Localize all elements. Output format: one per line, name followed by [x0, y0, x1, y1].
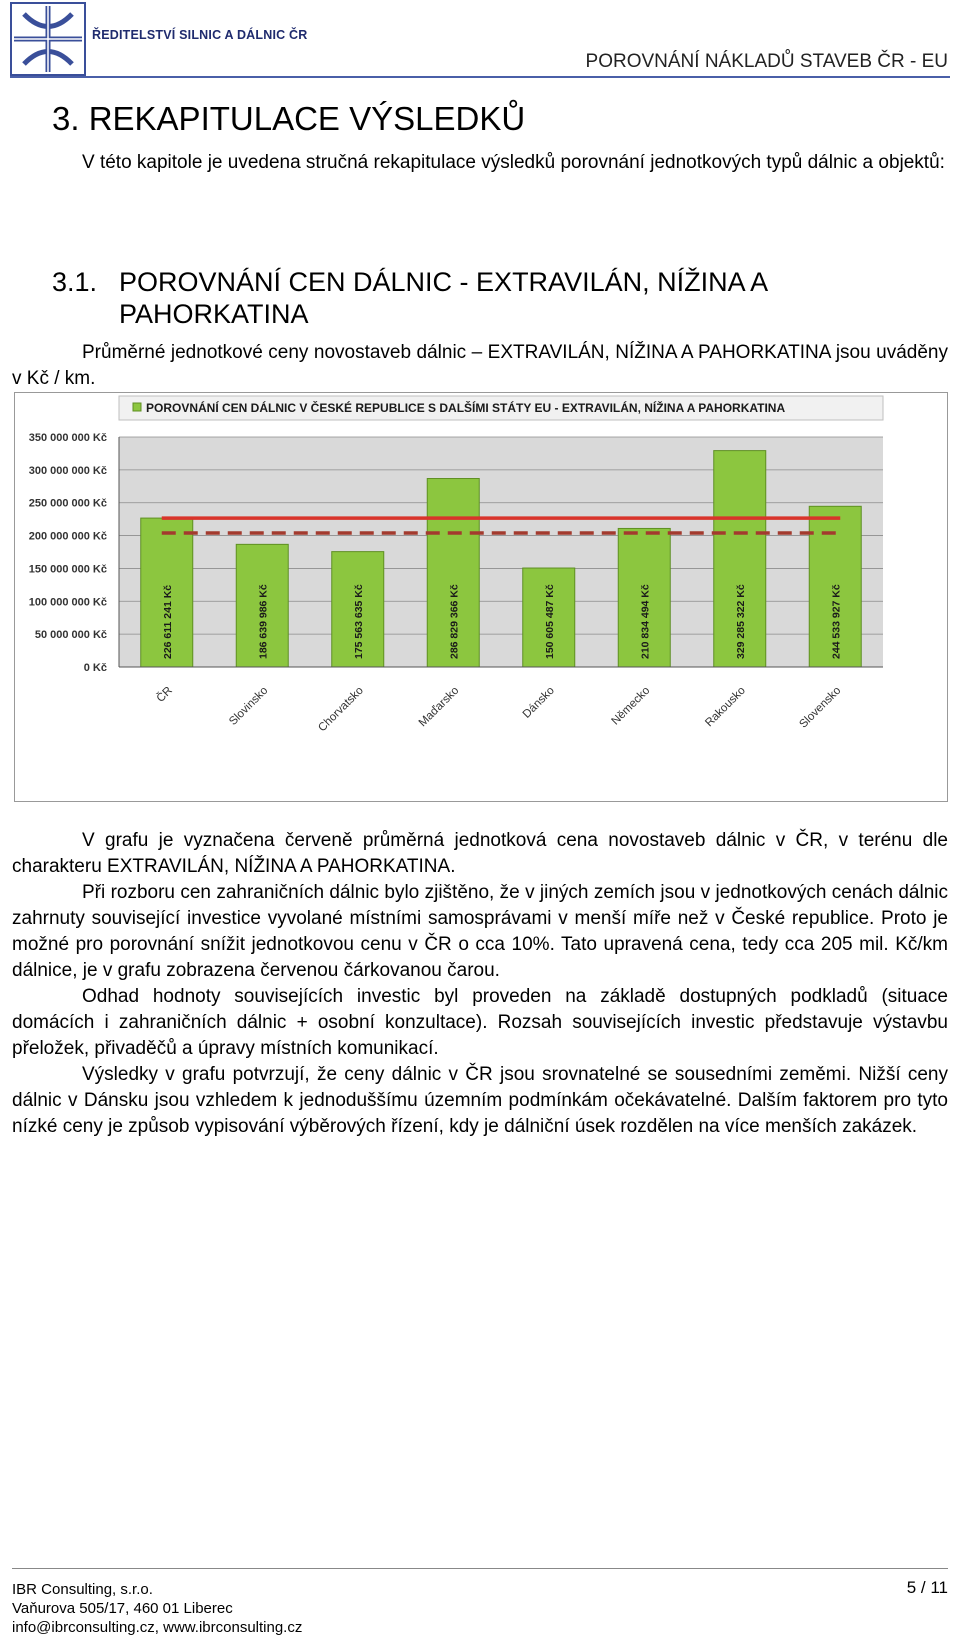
- body-paragraph: Odhad hodnoty souvisejících investic byl proveden na základě dostupných podkladů (situace domácích i zahraničních dálnic + osobní konzultace). Rozsah souvisejících investic představuje výstavbu přeložek, přivaděčů a úpravy místních komunikací.: [12, 986, 948, 1059]
- x-tick-label: Maďarsko: [416, 684, 462, 730]
- x-tick-label: ČR: [154, 684, 175, 705]
- company-address: Vaňurova 505/17, 460 01 Liberec: [12, 1600, 233, 1617]
- organization-name: ŘEDITELSTVÍ SILNIC A DÁLNIC ČR: [92, 28, 308, 42]
- subsection-title: [52, 265, 942, 299]
- chart-title: POROVNÁNÍ CEN DÁLNIC V ČESKÉ REPUBLICE S DALŠÍMI STÁTY EU - EXTRAVILÁN, NÍŽINA A PAHORKATINA: [146, 401, 786, 415]
- legend-swatch-icon: [133, 403, 141, 411]
- x-tick-label: Chorvatsko: [316, 684, 366, 735]
- section-title: 3. REKAPITULACE VÝSLEDKŮ: [52, 100, 526, 137]
- subsection-intro: Průměrné jednotkové ceny novostaveb dálnic – EXTRAVILÁN, NÍŽINA A PAHORKATINA jsou uváděny v Kč / km.: [12, 342, 948, 389]
- bar-value-label: 150 605 487 Kč: [543, 584, 556, 659]
- subsection-title-line1: POROVNÁNÍ CEN DÁLNIC - EXTRAVILÁN, NÍŽINA A: [119, 267, 769, 297]
- header-divider: [10, 76, 950, 78]
- x-tick-label: Dánsko: [520, 684, 557, 721]
- body-paragraph: V grafu je vyznačena červeně průměrná jednotková cena novostaveb dálnic v ČR, v terénu dle charakteru EXTRAVILÁN, NÍŽINA A PAHORKATINA.: [12, 830, 948, 877]
- bar-value-label: 175 563 635 Kč: [352, 584, 365, 659]
- y-tick-label: 100 000 000 Kč: [28, 596, 107, 609]
- body-paragraph: Výsledky v grafu potvrzují, že ceny dálnic v ČR jsou srovnatelné se sousedními zeměmi. Nižší ceny dálnic v Dánsku jsou vzhledem k jednoduššímu územním podmínkám očekávatelné. Dalším faktorem pro tyto nízké ceny je způsob vypisování výběrových řízení, kdy je dálniční úsek rozdělen na více menších zakázek.: [12, 1064, 948, 1137]
- y-tick-label: 250 000 000 Kč: [28, 497, 107, 510]
- x-tick-label: Slovensko: [797, 684, 844, 731]
- bar-value-label: 244 533 927 Kč: [830, 584, 843, 659]
- bar-value-label: 329 285 322 Kč: [734, 584, 747, 659]
- page-footer: [12, 1568, 948, 1636]
- bar-value-label: 210 834 494 Kč: [639, 584, 652, 659]
- company-contact: info@ibrconsulting.cz, www.ibrconsulting.cz: [12, 1619, 303, 1636]
- x-tick-label: Rakousko: [703, 684, 748, 730]
- subsection-title-line2: PAHORKATINA: [119, 299, 309, 329]
- bar-value-label: 286 829 366 Kč: [448, 584, 461, 659]
- body-paragraph: Při rozboru cen zahraničních dálnic bylo zjištěno, že v jiných zemích jsou v jednotkových cenách dálnic zahrnuty související investice vyvolané místními samosprávami v menší míře než v České republice. Proto je možné pro porovnání snížit jednotkovou cenu v ČR o cca 10%. Tato upravená cena, tedy cca 205 mil. Kč/km dálnice, je v grafu zobrazena červenou čárkovanou čarou.: [12, 882, 948, 981]
- x-tick-label: Německo: [609, 684, 653, 728]
- bar-value-label: 226 611 241 Kč: [161, 584, 174, 659]
- chart-svg: [15, 393, 947, 801]
- document-title: POROVNÁNÍ NÁKLADŮ STAVEB ČR - EU: [585, 51, 948, 72]
- y-tick-label: 50 000 000 Kč: [34, 629, 107, 642]
- page-number: 5 / 11: [906, 1578, 948, 1597]
- footer-divider: [12, 1568, 948, 1569]
- x-tick-label: Slovinsko: [227, 684, 271, 728]
- company-name: IBR Consulting, s.r.o.: [12, 1581, 153, 1598]
- y-tick-label: 200 000 000 Kč: [28, 530, 107, 543]
- subsection-number: 3.1.: [52, 267, 98, 297]
- y-tick-label: 0 Kč: [83, 662, 107, 674]
- plot-area: [119, 437, 883, 667]
- body-text: [12, 828, 948, 1140]
- bar-chart: [14, 392, 948, 802]
- section-intro: V této kapitole je uvedena stručná rekapitulace výsledků porovnání jednotkových typů dálnic a objektů:: [82, 152, 945, 173]
- y-tick-label: 300 000 000 Kč: [28, 464, 107, 477]
- bar-value-label: 186 639 986 Kč: [257, 584, 270, 659]
- y-tick-label: 350 000 000 Kč: [28, 432, 107, 444]
- company-info: [12, 1580, 302, 1637]
- page-header: [0, 0, 960, 80]
- y-tick-label: 150 000 000 Kč: [28, 563, 107, 576]
- rsd-logo-icon: [10, 2, 86, 76]
